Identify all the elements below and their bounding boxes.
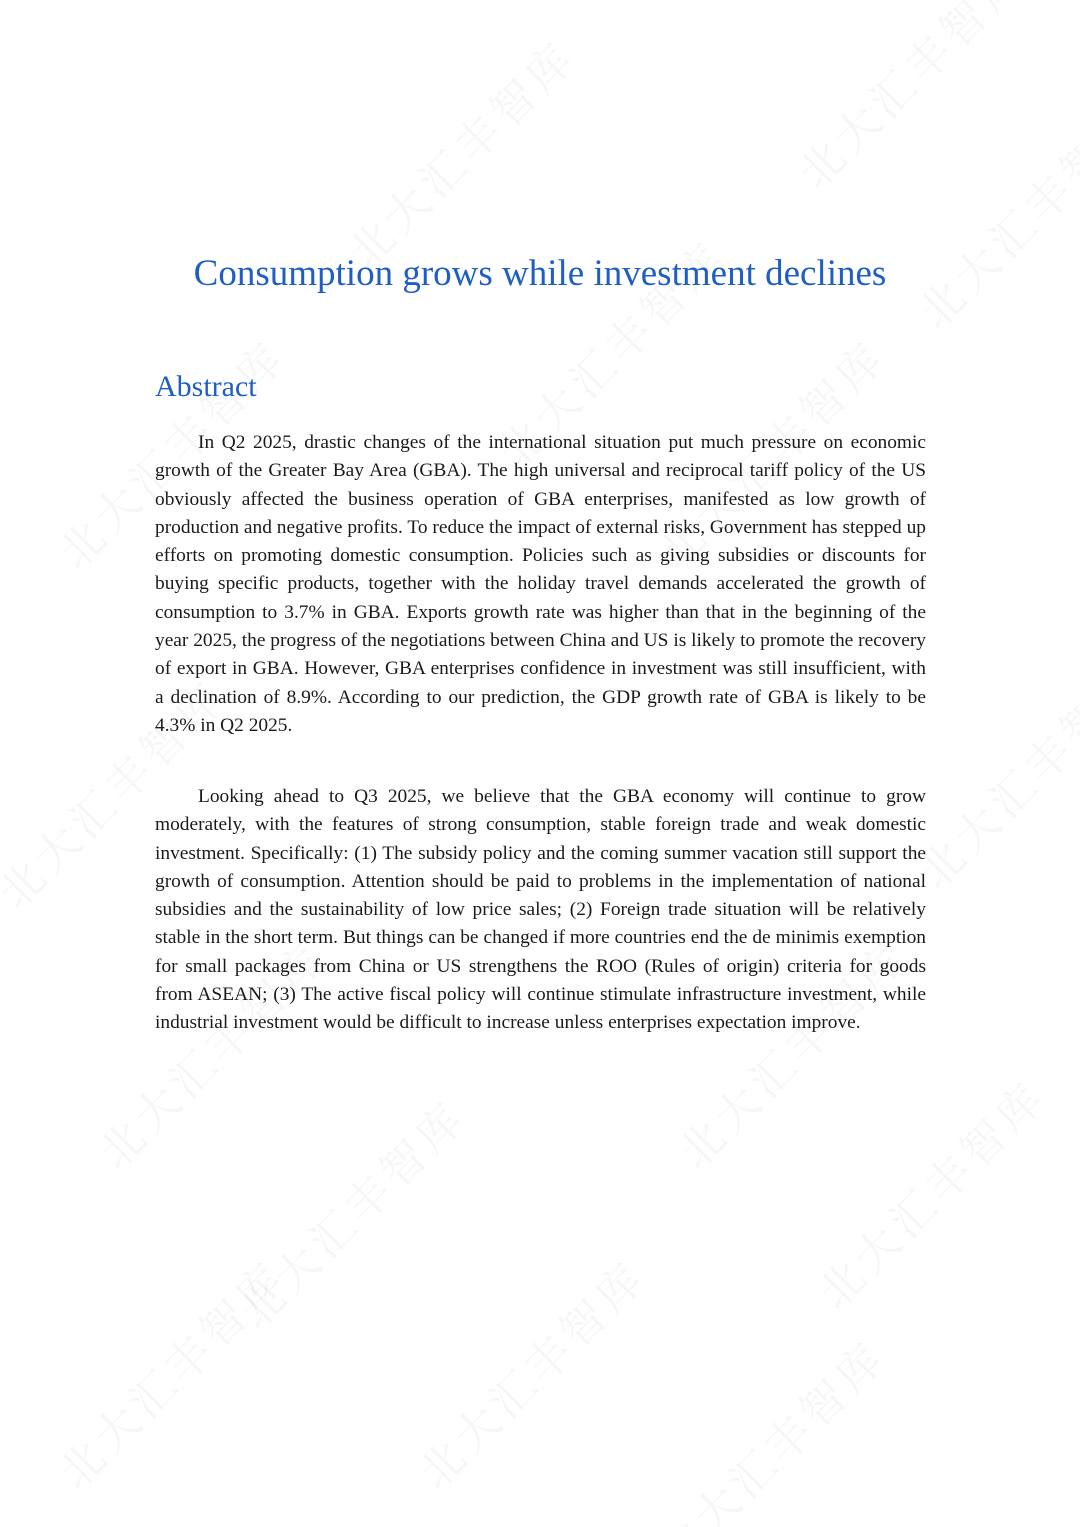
watermark [901,83,1080,340]
watermark [641,1323,898,1527]
abstract-paragraph-2: Looking ahead to Q3 2025, we believe that the GBA economy will continue to grow moderately, with the features of strong consumption, stable foreign trade and weak domestic investment. Specifically: (1) The subsidy policy and the coming summer vacation still support the growth of consumption. Attention should be paid to problems in the implementation of national subsidies and the sustainability of low price sales; (2) Foreign trade situation will be relatively stable in the short term. But things can be changed if more countries end the de minimis exemption for small packages from China or US strengthens the ROO (Rules of origin) criteria for goods from ASEAN; (3) The active fiscal policy will continue stimulate infrastructure investment, while industrial investment would be difficult to increase unless enterprises expectation improve. [155,786,926,1034]
watermark [781,0,1038,201]
watermark [401,1243,658,1500]
watermark [801,1063,1058,1320]
document-title: Consumption grows while investment declines [193,253,887,294]
abstract-paragraph-1: In Q2 2025, drastic changes of the international situation put much pressure on economic growth of the Greater Bay Area (GBA). The high universal and reciprocal tariff policy of the US obviously affected the business operation of GBA enterprises, manifested as low growth of production and negative profits. To reduce the impact of external risks, Government has stepped up efforts on promoting domestic consumption. Policies such as giving subsidies or discounts for buying specific products, together with the holiday travel demands accelerated the growth of consumption to 3.7% in GBA. Exports growth rate was higher than that in the beginning of the year 2025, the progress of the negotiations between China and US is likely to promote the recovery of export in GBA. However, GBA enterprises confidence in investment was still insufficient, with a declination of 8.9%. According to our prediction, the GDP growth rate of GBA is likely to be 4.3% in Q2 2025. [155,432,926,736]
section-heading-abstract: Abstract [155,370,257,403]
watermark [221,1083,478,1340]
watermark [331,23,588,280]
watermark [901,643,1080,900]
watermark [41,1243,298,1500]
